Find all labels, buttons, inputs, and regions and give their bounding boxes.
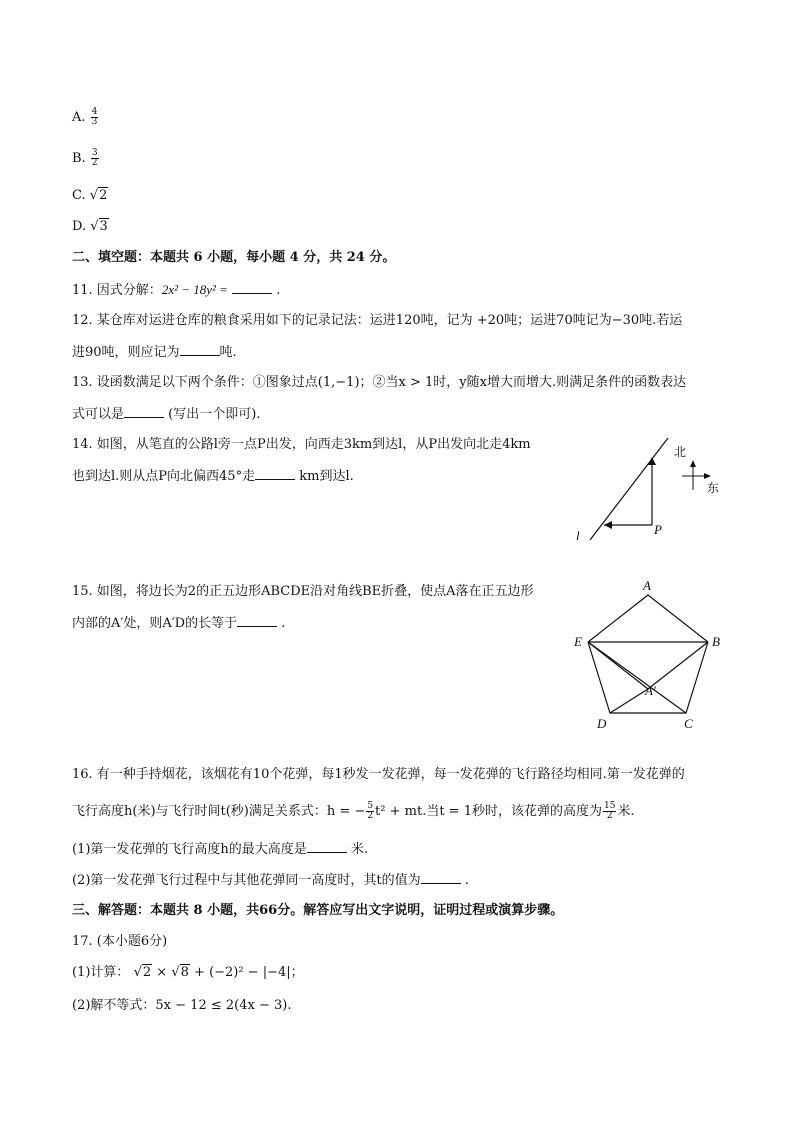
fraction: $\frac{5}{2}$	[367, 801, 374, 821]
question-17-part1: (1)计算： √2 × √8 + (−2)² − |−4|；	[72, 965, 304, 980]
fraction: $\frac{3}{2}$	[91, 148, 98, 168]
pentagon-upper	[588, 595, 708, 642]
vertex-b-label: B	[712, 634, 720, 649]
road-label: l	[576, 528, 580, 543]
question-16-sub2: (2)第一发花弹飞行过程中与其他花弹同一高度时，其t的值为 .	[72, 873, 469, 888]
fraction: $\frac{4}{3}$	[91, 107, 98, 127]
option-c	[72, 187, 108, 205]
answer-blank	[124, 405, 164, 418]
question-16-line1: 16. 有一种手持烟花，该烟花有10个花弹，每1秒发一发花弹，每一发花弹的飞行路径均相同.第一发花弹的	[72, 767, 685, 782]
math-expression: 2x² − 18y² =	[161, 282, 228, 297]
question-12-line1: 12. 某仓库对运进仓库的粮食采用如下的记录记法：运进120吨，记为 +20吨；运进70吨记为−30吨.若运	[72, 313, 683, 328]
answer-blank	[255, 467, 295, 480]
option-a	[72, 108, 99, 127]
arrowhead	[604, 521, 612, 529]
vertex-c-label: C	[684, 716, 693, 730]
question-15-line1: 15. 如图，将边长为2的正五边形ABCDE沿对角线BE折叠，使点A落在正五边形	[72, 584, 534, 599]
question-15-line2: 内部的A′处，则A′D的长等于 .	[72, 616, 286, 631]
answer-blank	[421, 871, 461, 884]
pentagon-lower	[588, 642, 708, 713]
question-17-part2: (2)解不等式：5x − 12 ≤ 2(4x − 3).	[72, 998, 292, 1013]
option-label: D.	[72, 219, 87, 234]
question-16-sub1: (1)第一发花弹的飞行高度h的最大高度是 米.	[72, 842, 369, 857]
section-heading: 三、解答题：本题共 8 小题，共66分。解答应写出文字说明，证明过程或演算步骤。	[72, 903, 564, 918]
vertex-e-label: E	[574, 634, 582, 649]
compass-arrow-icon	[704, 473, 711, 479]
q14-figure	[560, 430, 740, 555]
segment-e-c	[588, 642, 686, 713]
answer-blank	[180, 343, 220, 356]
edge-b-a-prime	[648, 642, 708, 689]
pentagon-figure	[570, 578, 730, 730]
sqrt: √2	[133, 965, 152, 980]
answer-blank	[307, 840, 347, 853]
answer-blank	[237, 614, 277, 627]
sqrt: √2	[89, 188, 108, 203]
north-label: 北	[674, 445, 687, 459]
question-17-title: 17. (本小题6分)	[72, 934, 168, 949]
option-label: A.	[72, 110, 86, 125]
sqrt: √3	[90, 219, 108, 234]
fraction: $\frac{15}{2}$	[603, 801, 616, 821]
question-13-line1: 13. 设函数满足以下两个条件：①图象过点(1,−1)；②当x > 1时，y随x增大而增大.则满足条件的函数表达	[72, 375, 687, 390]
question-14-line1: 14. 如图，从笔直的公路l旁一点P出发，向西走3km到达l，从P出发向北走4km	[72, 437, 531, 452]
east-label: 东	[707, 481, 720, 495]
option-label: B.	[72, 151, 86, 166]
compass-arrow-icon	[690, 460, 696, 467]
vertex-a-label: A	[643, 578, 651, 593]
question-14-line2: 也到达l.则从点P向北偏西45°走 km到达l.	[72, 469, 354, 484]
sqrt: √8	[171, 965, 189, 980]
answer-blank	[232, 281, 272, 294]
option-label: C.	[72, 188, 86, 203]
question-16-line2: 飞行高度h(米)与飞行时间t(秒)满足关系式：h = − $\frac{5}{2}$ t² + mt.当t = 1秒时，该花弹的高度为 $\frac{15}{2}$ 米.	[72, 801, 635, 821]
question-12-line2: 进90吨，则应记为 吨.	[72, 345, 237, 360]
question-11: 11. 因式分解：2x² − 18y² = .	[72, 282, 281, 298]
segment-a-prime-d	[610, 689, 648, 713]
vertex-d-label: D	[597, 716, 607, 730]
section-heading: 二、填空题：本题共 6 小题，每小题 4 分，共 24 分。	[72, 250, 396, 265]
arrowhead	[648, 457, 656, 465]
vertex-a-prime-label: A′	[645, 683, 656, 698]
option-d	[72, 218, 109, 236]
question-13-line2: 式可以是 (写出一个即可).	[72, 407, 261, 422]
point-p-label: P	[654, 522, 662, 537]
option-b	[72, 149, 100, 168]
